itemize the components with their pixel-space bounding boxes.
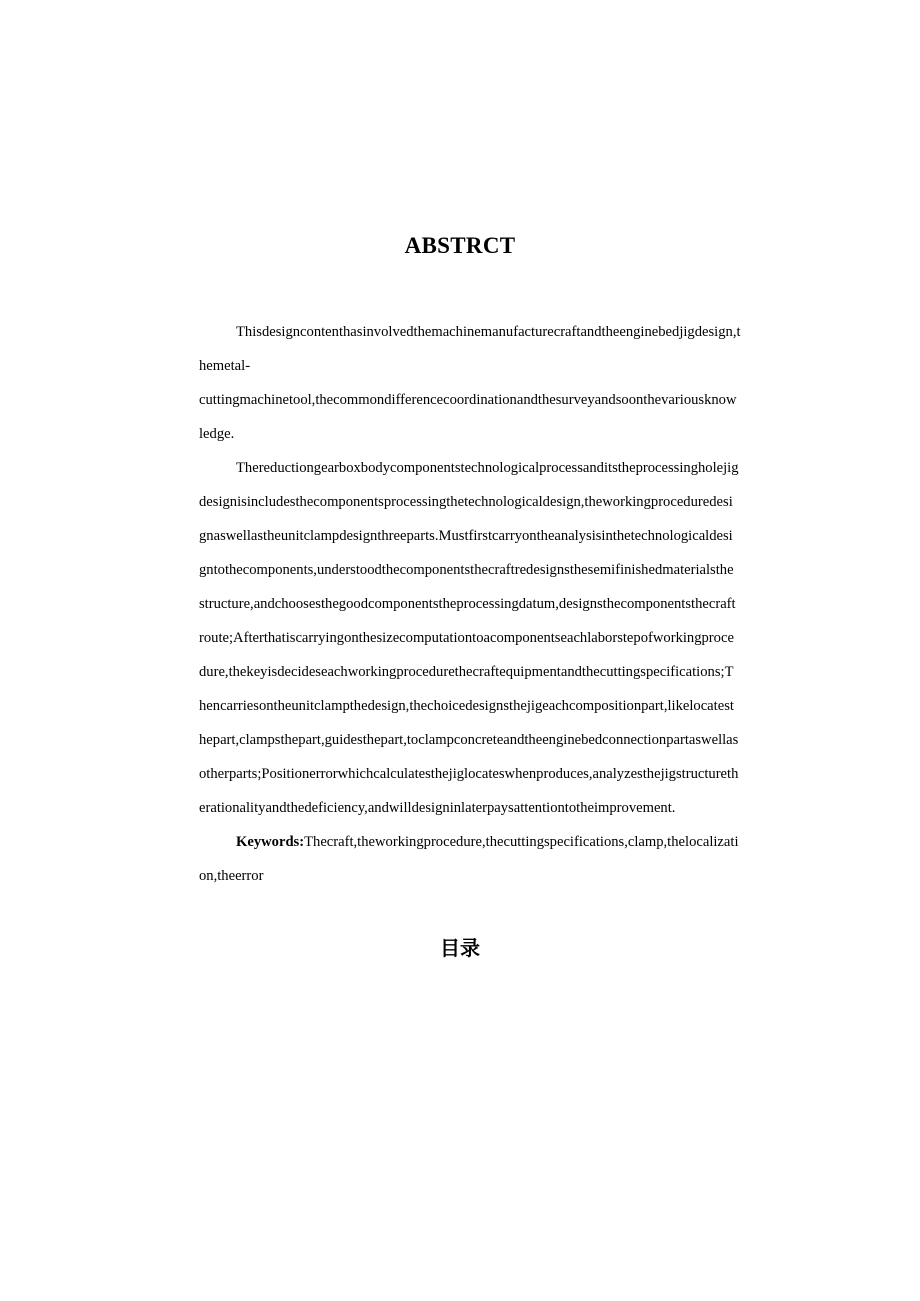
abstract-title: ABSTRCT <box>404 233 516 258</box>
keywords-text: Thecraft,theworkingprocedure,thecuttingspecifications,clamp,thelocalizati <box>304 834 739 850</box>
abstract-line: designisincludesthecomponentsprocessingthetechnologicaldesign,theworkingproceduredesi <box>199 494 733 510</box>
abstract-line: otherparts;Positionerrorwhichcalculatesthejiglocateswhenproduces,analyzesthejigstructureth <box>199 766 739 782</box>
keywords-line-continued: on,theerror <box>199 868 264 884</box>
abstract-line: hencarriesontheunitclampthedesign,thechoicedesignsthejigeachcompositionpart,likelocatest <box>199 698 734 714</box>
abstract-line: erationalityandthedeficiency,andwilldesigninlaterpaysattentiontotheimprovement. <box>199 800 676 816</box>
abstract-line: ledge. <box>199 426 235 442</box>
keywords-label: Keywords: <box>236 834 305 850</box>
abstract-line: Thisdesigncontenthasinvolvedthemachinemanufacturecraftandtheenginebedjigdesign,t <box>236 324 741 340</box>
abstract-line: gntothecomponents,understoodthecomponentsthecraftredesignsthesemifinishedmaterialsthe <box>199 562 734 578</box>
abstract-line: dure,thekeyisdecideseachworkingprocedurethecraftequipmentandthecuttingspecifications;T <box>199 664 734 680</box>
abstract-line: Thereductiongearboxbodycomponentstechnologicalprocessanditstheprocessingholejig <box>236 460 739 476</box>
abstract-line: gnaswellastheunitclampdesignthreeparts.Mustfirstcarryontheanalysisinthetechnologicaldesi <box>199 528 733 544</box>
abstract-line: hepart,clampsthepart,guidesthepart,toclampconcreteandtheenginebedconnectionpartaswellas <box>199 732 739 748</box>
keywords-line <box>236 832 739 852</box>
abstract-line: route;Afterthatiscarryingonthesizecomputationtoacomponentseachlaborstepofworkingproce <box>199 630 734 646</box>
abstract-line: structure,andchoosesthegoodcomponentstheprocessingdatum,designsthecomponentsthecraft <box>199 596 736 612</box>
toc-heading: 目录 <box>440 936 480 960</box>
abstract-line: cuttingmachinetool,thecommondifferencecoordinationandthesurveyandsoonthevariousknow <box>199 392 737 408</box>
abstract-line: hemetal- <box>199 358 251 374</box>
